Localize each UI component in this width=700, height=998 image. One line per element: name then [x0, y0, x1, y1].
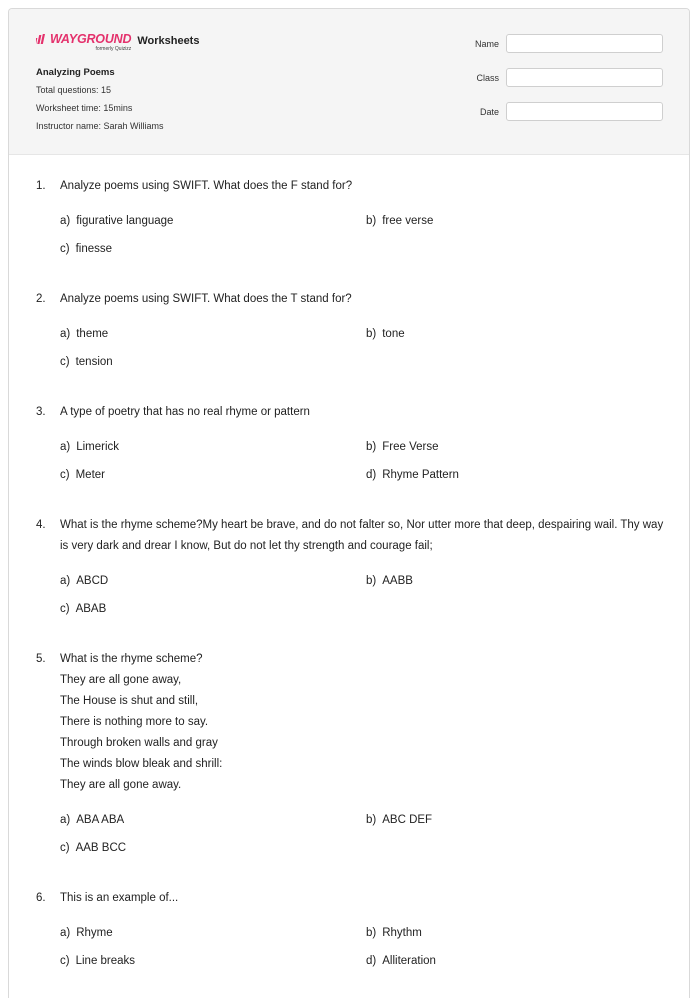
option-text: figurative language	[76, 215, 174, 227]
question-5	[36, 649, 689, 859]
option-text: AABB	[382, 575, 413, 587]
option-c[interactable]	[60, 838, 366, 859]
logo-mark-icon	[36, 34, 50, 44]
question-number: 3.	[36, 406, 46, 418]
option-text: AAB BCC	[75, 842, 127, 854]
option-letter: c)	[60, 842, 70, 854]
option-text: ABC DEF	[382, 814, 433, 826]
option-c[interactable]	[60, 599, 366, 620]
answer-options	[60, 571, 689, 620]
option-b[interactable]	[366, 437, 666, 458]
option-text: tone	[382, 328, 405, 340]
question-4	[36, 515, 689, 620]
option-letter: a)	[60, 215, 71, 227]
question-text: A type of poetry that has no real rhyme or pattern	[60, 406, 310, 418]
option-b[interactable]	[366, 211, 666, 232]
option-letter: c)	[60, 469, 70, 481]
poem-line: They are all gone away,	[60, 674, 182, 686]
class-field-row	[475, 68, 663, 87]
question-number: 4.	[36, 519, 46, 531]
brand	[36, 33, 199, 52]
question-6	[36, 888, 689, 972]
option-text: Meter	[75, 469, 105, 481]
worksheet-meta	[36, 67, 164, 138]
question-text: What is the rhyme scheme?My heart be brave, and do not falter so, Nor utter more that deep, despairing wail. Thy way is very dark and drear I know, But do not let thy strength and courage fail;	[60, 519, 664, 552]
name-input[interactable]	[506, 34, 663, 53]
option-text: Alliteration	[382, 955, 436, 967]
answer-options	[60, 810, 689, 859]
poem-line: There is nothing more to say.	[60, 716, 209, 728]
question-number: 1.	[36, 180, 46, 192]
instructor-name: Instructor name: Sarah Williams	[36, 121, 164, 131]
option-letter: a)	[60, 575, 71, 587]
date-field-row	[475, 102, 663, 121]
option-letter: a)	[60, 927, 71, 939]
option-d[interactable]	[366, 951, 666, 972]
option-letter: c)	[60, 243, 70, 255]
date-label: Date	[479, 106, 499, 117]
question-text: Analyze poems using SWIFT. What does the T stand for?	[60, 293, 352, 305]
answer-options	[60, 211, 689, 260]
option-b[interactable]	[366, 571, 666, 592]
option-a[interactable]	[60, 211, 366, 232]
option-a[interactable]	[60, 324, 366, 345]
option-letter: b)	[366, 927, 377, 939]
option-text: tension	[75, 356, 113, 368]
option-c[interactable]	[60, 239, 366, 260]
option-text: finesse	[75, 243, 113, 255]
class-label: Class	[476, 72, 499, 83]
question-2	[36, 289, 689, 373]
option-d[interactable]	[366, 465, 666, 486]
worksheet-title: Analyzing Poems	[36, 67, 115, 78]
option-text: Rhyme Pattern	[382, 469, 459, 481]
question-text	[60, 649, 670, 796]
option-text: Free Verse	[382, 441, 439, 453]
option-text: ABAB	[75, 603, 107, 615]
option-text: Rhythm	[382, 927, 422, 939]
worksheet-page	[8, 8, 690, 998]
option-c[interactable]	[60, 465, 366, 486]
option-letter: a)	[60, 441, 71, 453]
option-letter: d)	[366, 469, 377, 481]
answer-options	[60, 923, 689, 972]
option-text: ABCD	[76, 575, 109, 587]
option-letter: d)	[366, 955, 377, 967]
option-text: Limerick	[76, 441, 120, 453]
logo-subtext: formerly Quizizz	[95, 46, 132, 52]
name-field-row	[475, 34, 663, 53]
option-b[interactable]	[366, 810, 666, 831]
option-b[interactable]	[366, 923, 666, 944]
option-letter: b)	[366, 441, 377, 453]
poem-line: What is the rhyme scheme?	[60, 653, 203, 665]
question-text: Analyze poems using SWIFT. What does the F stand for?	[60, 180, 353, 192]
answer-options	[60, 324, 689, 373]
option-letter: a)	[60, 328, 71, 340]
option-a[interactable]	[60, 571, 366, 592]
date-input[interactable]	[506, 102, 663, 121]
name-label: Name	[474, 38, 499, 49]
question-3	[36, 402, 689, 486]
poem-line: The winds blow bleak and shrill:	[60, 758, 223, 770]
poem-line: Through broken walls and gray	[60, 737, 218, 749]
option-letter: c)	[60, 955, 70, 967]
option-letter: b)	[366, 215, 377, 227]
option-letter: a)	[60, 814, 71, 826]
wayground-logo	[36, 33, 131, 52]
option-a[interactable]	[60, 437, 366, 458]
question-number: 6.	[36, 892, 46, 904]
logo-text: WAYGROUND	[50, 32, 132, 46]
poem-line: The House is shut and still,	[60, 695, 199, 707]
option-letter: c)	[60, 356, 70, 368]
option-text: free verse	[382, 215, 434, 227]
poem-line: They are all gone away.	[60, 779, 182, 791]
option-text: ABA ABA	[76, 814, 125, 826]
class-input[interactable]	[506, 68, 663, 87]
option-letter: b)	[366, 814, 377, 826]
option-text: Rhyme	[76, 927, 113, 939]
option-a[interactable]	[60, 810, 366, 831]
option-b[interactable]	[366, 324, 666, 345]
option-letter: c)	[60, 603, 70, 615]
option-a[interactable]	[60, 923, 366, 944]
question-text: This is an example of...	[60, 892, 179, 904]
option-letter: b)	[366, 575, 377, 587]
total-questions: Total questions: 15	[36, 85, 112, 95]
question-number: 5.	[36, 653, 46, 665]
student-fields	[475, 34, 663, 136]
option-text: theme	[76, 328, 109, 340]
option-c[interactable]	[60, 951, 366, 972]
question-1	[36, 176, 689, 260]
section-label: Worksheets	[137, 35, 200, 47]
option-letter: b)	[366, 328, 377, 340]
option-text: Line breaks	[75, 955, 136, 967]
worksheet-time: Worksheet time: 15mins	[36, 103, 133, 113]
worksheet-header	[9, 9, 689, 155]
option-c[interactable]	[60, 352, 366, 373]
question-number: 2.	[36, 293, 46, 305]
answer-options	[60, 437, 689, 486]
question-list	[9, 155, 689, 972]
